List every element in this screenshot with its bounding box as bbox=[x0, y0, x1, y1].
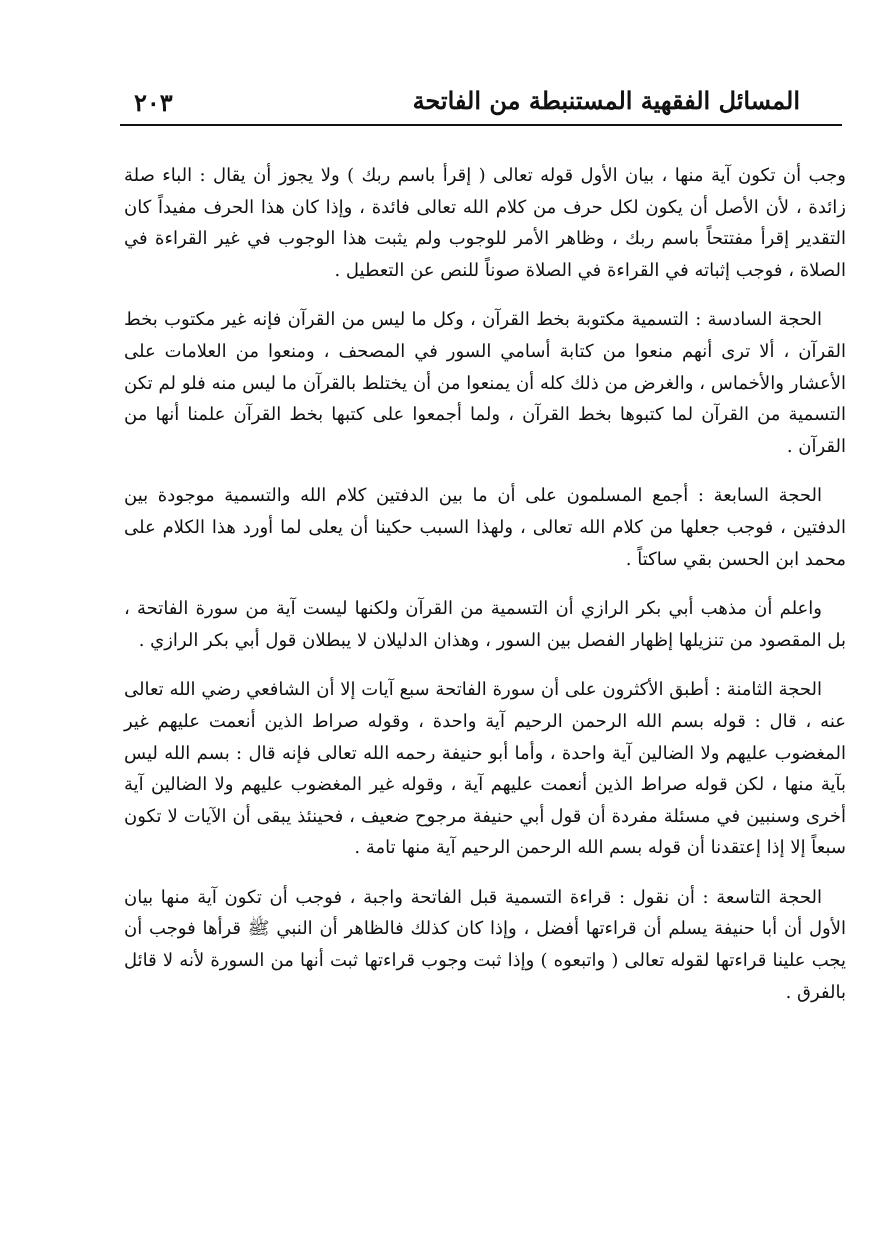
running-title: المسائل الفقهية المستنبطة من الفاتحة bbox=[412, 86, 800, 115]
paragraph-sixth-argument: الحجة السادسة : التسمية مكتوبة بخط القرآن ، وكل ما ليس من القرآن فإنه غير مكتوب بخط القرآن ، ألا ترى أنهم منعوا من كتابة أسامي السور في المصحف ، ومنعوا من العلامات على الأعشار والأخماس ، والغرض من ذلك كله أن يمنعوا من أن يختلط بالقرآن ما ليس منه فلو لم تكن التسمية من القرآن لما كتبوها بخط القرآن ، ولما أجمعوا على كتبها بخط القرآن علمنا أنها من القرآن . bbox=[124, 309, 846, 457]
paragraph-ninth-argument: الحجة التاسعة : أن نقول : قراءة التسمية قبل الفاتحة واجبة ، فوجب أن تكون آية منها بيان الأول أن أبا حنيفة يسلم أن قراءتها أفضل ، وإذا كان كذلك فالظاهر أن النبي ﷺ قرأها فوجب أن يجب علينا قراءتها لقوله تعالى ( واتبعوه ) وإذا ثبت وجوب قراءتها ثبت أنها من السورة لأنه لا قائل بالفرق . bbox=[124, 886, 846, 1003]
page-number: ٢٠٣ bbox=[134, 88, 173, 117]
body-text bbox=[124, 160, 846, 1026]
paragraph-razi-opinion: واعلم أن مذهب أبي بكر الرازي أن التسمية من القرآن ولكنها ليست آية من سورة الفاتحة ، بل المقصود من تنزيلها إظهار الفصل بين السور ، وهذان الدليلان لا يبطلان قول أبي بكر الرازي . bbox=[124, 598, 846, 651]
header-rule bbox=[120, 124, 842, 126]
paragraph-seventh-argument: الحجة السابعة : أجمع المسلمون على أن ما بين الدفتين كلام الله والتسمية موجودة بين الدفتين ، فوجب جعلها من كلام الله تعالى ، ولهذا السبب حكينا أن يعلى لما أورد هذا الكلام على محمد ابن الحسن بقي ساكتاً . bbox=[124, 485, 846, 570]
page-header bbox=[120, 86, 840, 122]
paragraph-eighth-argument: الحجة الثامنة : أطبق الأكثرون على أن سورة الفاتحة سبع آيات إلا أن الشافعي رضي الله تعالى عنه ، قال : قوله بسم الله الرحمن الرحيم آية واحدة ، وقوله صراط الذين أنعمت عليهم غير المغضوب عليهم ولا الضالين آية واحدة ، وأما أبو حنيفة رحمه الله تعالى فإنه قال : بسم الله ليس بآية منها ، لكن قوله صراط الذين أنعمت عليهم آية ، وقوله غير المغضوب عليهم ولا الضالين آية أخرى وسنبين في مسئلة مفردة أن قول أبي حنيفة مرجوح ضعيف ، فحينئذ يبقى أن الآيات لا تكون سبعاً إلا إذا إعتقدنا أن قوله بسم الله الرحمن الرحيم آية منها تامة . bbox=[124, 679, 846, 859]
paragraph-continuation: وجب أن تكون آية منها ، بيان الأول قوله تعالى ( إقرأ باسم ربك ) ولا يجوز أن يقال : الباء صلة زائدة ، لأن الأصل أن يكون لكل حرف من كلام الله تعالى فائدة ، وإذا كان هذا الحرف مفيداً كان التقدير إقرأ مفتتحاً باسم ربك ، وظاهر الأمر للوجوب ولم يثبت هذا الوجوب في غير القراءة في الصلاة ، فوجب إثباته في القراءة في الصلاة صوناً للنص عن التعطيل . bbox=[124, 165, 846, 281]
